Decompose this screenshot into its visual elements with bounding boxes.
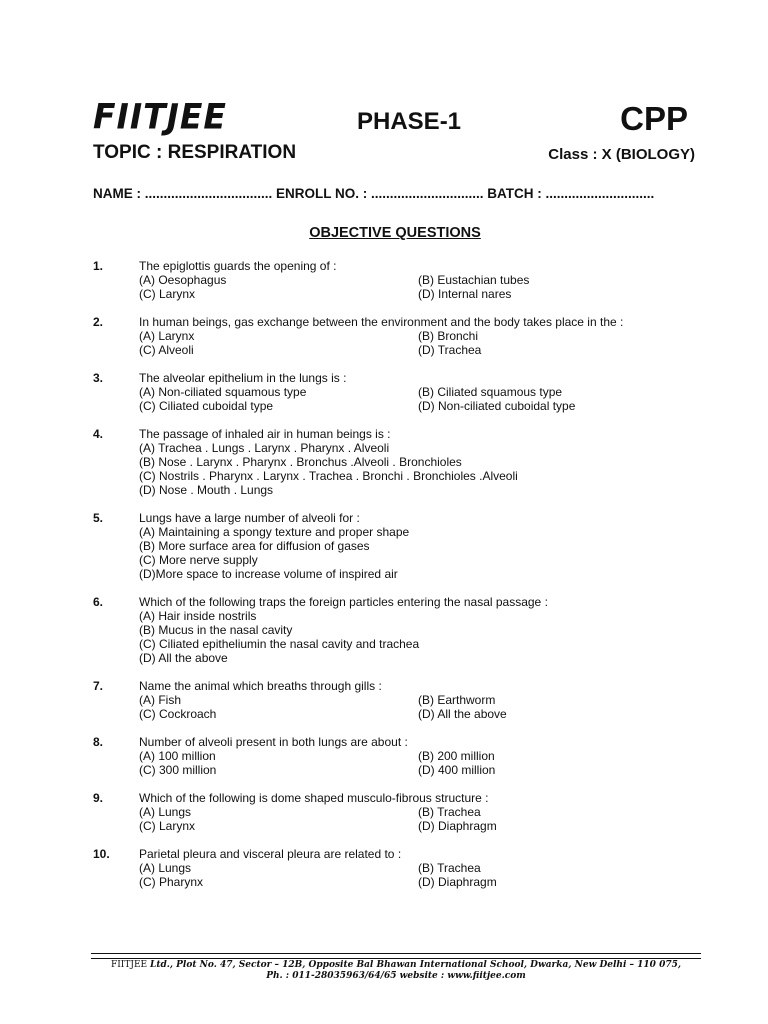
footer-brand: FIITJEE (111, 960, 148, 970)
footer (91, 960, 701, 982)
option-c: (C) More nerve supply (139, 553, 258, 567)
question-number: 4. (93, 427, 104, 441)
option-a: (A) Fish (139, 693, 181, 707)
topic-title: TOPIC : RESPIRATION (93, 142, 297, 163)
option-c: (C) Cockroach (139, 707, 217, 721)
option-d: (D) Internal nares (418, 287, 512, 301)
question-number: 10. (93, 847, 110, 861)
options (139, 749, 703, 777)
option-c: (C) Pharynx (139, 875, 204, 889)
question-number: 7. (93, 679, 104, 693)
options (139, 861, 703, 889)
option-c: (C) Ciliated cuboidal type (139, 399, 274, 413)
question-text: The alveolar epithelium in the lungs is : (139, 371, 347, 385)
question-text: Number of alveoli present in both lungs are about : (139, 735, 408, 749)
option-a: (A) 100 million (139, 749, 216, 763)
question-4 (93, 427, 703, 497)
options (139, 329, 703, 357)
question-number: 2. (93, 315, 104, 329)
option-d: (D) Non-ciliated cuboidal type (418, 399, 576, 413)
question-number: 6. (93, 595, 104, 609)
footer-contact: Ph. : 011-28035963/64/65 website : www.fiitjee.com (266, 971, 526, 981)
footer-divider (91, 953, 701, 959)
question-text: The epiglottis guards the opening of : (139, 259, 337, 273)
option-a: (A) Lungs (139, 805, 192, 819)
options (139, 441, 703, 497)
question-2 (93, 315, 703, 357)
option-c: (C) 300 million (139, 763, 217, 777)
option-d: (D) Trachea (418, 343, 482, 357)
option-b: (B) 200 million (418, 749, 495, 763)
question-number: 9. (93, 791, 104, 805)
option-b: (B) Trachea (418, 805, 481, 819)
fiitjee-logo: FIITJEE (93, 96, 227, 137)
option-d: (D) All the above (139, 651, 228, 665)
footer-address: Ltd., Plot No. 47, Sector – 12B, Opposite Bal Bhawan International School, Dwarka, New Delhi – 110 075, (149, 960, 681, 970)
options (139, 525, 703, 581)
question-1 (93, 259, 703, 301)
options (139, 609, 703, 665)
option-d: (D) Diaphragm (418, 819, 497, 833)
option-a: (A) Trachea . Lungs . Larynx . Pharynx . Alveoli (139, 441, 390, 455)
option-c: (C) Larynx (139, 287, 196, 301)
option-b: (B) Eustachian tubes (418, 273, 530, 287)
question-text: Name the animal which breaths through gills : (139, 679, 382, 693)
question-number: 5. (93, 511, 104, 525)
question-text: The passage of inhaled air in human beings is : (139, 427, 391, 441)
options (139, 693, 703, 721)
option-b: (B) Ciliated squamous type (418, 385, 563, 399)
option-a: (A) Non-ciliated squamous type (139, 385, 307, 399)
options (139, 805, 703, 833)
option-d: (D) All the above (418, 707, 507, 721)
question-text: Lungs have a large number of alveoli for : (139, 511, 360, 525)
question-text: Which of the following is dome shaped musculo-fibrous structure : (139, 791, 489, 805)
question-list (93, 259, 703, 903)
option-b: (B) Mucus in the nasal cavity (139, 623, 293, 637)
question-number: 1. (93, 259, 104, 273)
question-number: 3. (93, 371, 104, 385)
footer-address-line (91, 960, 701, 971)
section-title: OBJECTIVE QUESTIONS (309, 225, 481, 241)
cpp-label: CPP (620, 100, 688, 137)
option-b: (B) More surface area for diffusion of gases (139, 539, 370, 553)
option-b: (B) Earthworm (418, 693, 496, 707)
question-10 (93, 847, 703, 889)
phase-label: PHASE-1 (357, 108, 462, 135)
option-d: (D) Diaphragm (418, 875, 497, 889)
class-label: Class : X (BIOLOGY) (548, 146, 695, 163)
question-7 (93, 679, 703, 721)
option-b: (B) Nose . Larynx . Pharynx . Bronchus .Alveoli . Bronchioles (139, 455, 462, 469)
option-c: (C) Alveoli (139, 343, 194, 357)
option-c: (C) Nostrils . Pharynx . Larynx . Trachea . Bronchi . Bronchioles .Alveoli (139, 469, 518, 483)
option-d: (D)More space to increase volume of inspired air (139, 567, 398, 581)
question-8 (93, 735, 703, 777)
option-d: (D) Nose . Mouth . Lungs (139, 483, 274, 497)
question-5 (93, 511, 703, 581)
question-number: 8. (93, 735, 104, 749)
option-a: (A) Larynx (139, 329, 195, 343)
question-6 (93, 595, 703, 665)
options (139, 273, 703, 301)
question-9 (93, 791, 703, 833)
option-a: (A) Lungs (139, 861, 192, 875)
option-a: (A) Hair inside nostrils (139, 609, 257, 623)
option-c: (C) Ciliated epitheliumin the nasal cavity and trachea (139, 637, 420, 651)
question-3 (93, 371, 703, 413)
option-b: (B) Bronchi (418, 329, 479, 343)
option-b: (B) Trachea (418, 861, 481, 875)
question-text: In human beings, gas exchange between the environment and the body takes place in the : (139, 315, 624, 329)
question-text: Parietal pleura and visceral pleura are related to : (139, 847, 402, 861)
options (139, 385, 703, 413)
student-info-fields: NAME : .................................. ENROLL NO. : .............................. BATCH : ............................. (93, 186, 655, 201)
question-text: Which of the following traps the foreign particles entering the nasal passage : (139, 595, 548, 609)
option-a: (A) Maintaining a spongy texture and proper shape (139, 525, 410, 539)
option-d: (D) 400 million (418, 763, 496, 777)
option-a: (A) Oesophagus (139, 273, 227, 287)
option-c: (C) Larynx (139, 819, 196, 833)
